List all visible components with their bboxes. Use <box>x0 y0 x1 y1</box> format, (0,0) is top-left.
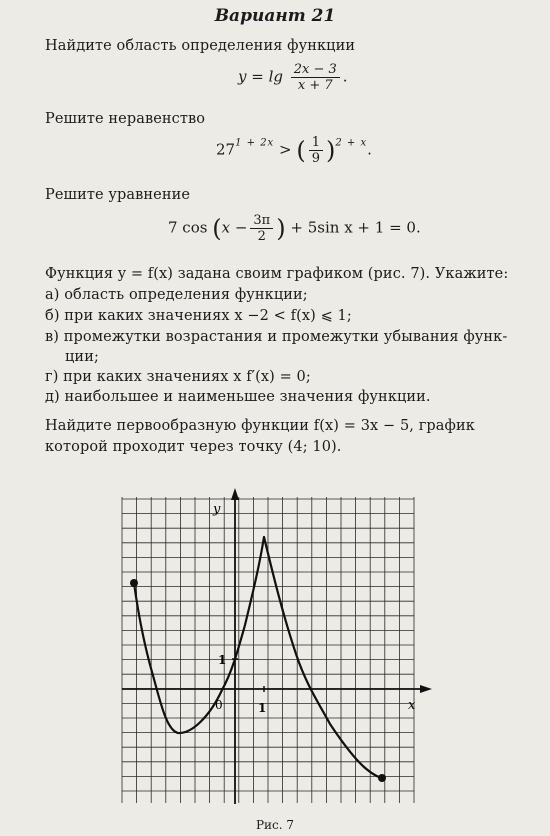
variant-title: Вариант 21 <box>214 6 336 26</box>
y-axis-label: y <box>213 502 221 517</box>
function-graph <box>0 480 550 818</box>
task4-d: д) наибольшее и наименьшее значения функции. <box>45 389 431 405</box>
task2-denominator: 9 <box>311 151 320 166</box>
x-axis-arrow <box>420 685 432 693</box>
task5-line1: Найдите первообразную функции f(x) = 3x − 5, график <box>45 418 475 434</box>
graph-grid <box>122 497 414 803</box>
task2-text: Решите неравенство <box>45 111 206 127</box>
figure-caption: Рис. 7 <box>255 818 295 832</box>
origin-label: 0 <box>215 698 223 712</box>
x-axis-label: x <box>408 698 416 713</box>
task5-line2: которой проходит через точку (4; 10). <box>45 439 342 455</box>
task3-numerator: 3π <box>250 213 273 229</box>
task4-b: б) при каких значениях x −2 < f(x) ⩽ 1; <box>45 308 352 324</box>
task4-a: а) область определения функции; <box>45 287 308 303</box>
task3-x-minus: x − <box>221 218 248 237</box>
task3-denominator: 2 <box>257 229 266 244</box>
task2-numerator: 1 <box>309 135 323 151</box>
task1-fraction <box>291 62 340 93</box>
task1-denominator: x + 7 <box>297 78 333 93</box>
task1-text: Найдите область определения функции <box>45 38 356 54</box>
task3-lhs: 7 cos <box>168 218 208 237</box>
task2-gt: > <box>278 140 292 159</box>
task4-v2: ции; <box>65 349 99 365</box>
task4-g: г) при каких значениях x f′(x) = 0; <box>45 369 311 385</box>
function-curve <box>134 537 382 778</box>
task4-v1: в) промежутки возрастания и промежутки убывания функ- <box>45 329 508 345</box>
curve-start-point <box>130 579 138 587</box>
y-axis-arrow <box>231 488 239 500</box>
task2-end: . <box>367 140 372 159</box>
task2-base: 27 <box>216 140 236 159</box>
task1-numerator: 2x − 3 <box>291 62 340 78</box>
task1-formula <box>238 62 348 93</box>
x-one-label: 1 <box>258 701 267 715</box>
task1-lhs: y = lg <box>238 67 283 86</box>
task2-exp2: 2 + x <box>335 137 368 149</box>
task3-text: Решите уравнение <box>45 187 191 203</box>
task1-end: . <box>342 67 348 86</box>
task3-fraction <box>250 213 273 244</box>
task2-formula: $27^{1 + 2x}$ > ( $\frac{1}{9}$ )$^{2 + x}$. <box>216 135 372 166</box>
task2-exp1: 1 + 2x <box>235 137 275 149</box>
task3-rhs: + 5sin x + 1 = 0. <box>290 218 421 237</box>
task4-line1: Функция y = f(x) задана своим графиком (рис. 7). Укажите: <box>45 266 509 282</box>
y-one-label: 1 <box>218 653 227 667</box>
task3-formula: 7 cos (x − $\frac{3\pi}{2}$ ) + 5sin x + 1 = 0. <box>168 213 421 244</box>
task2-fraction <box>309 135 323 166</box>
curve-end-point <box>378 774 386 782</box>
